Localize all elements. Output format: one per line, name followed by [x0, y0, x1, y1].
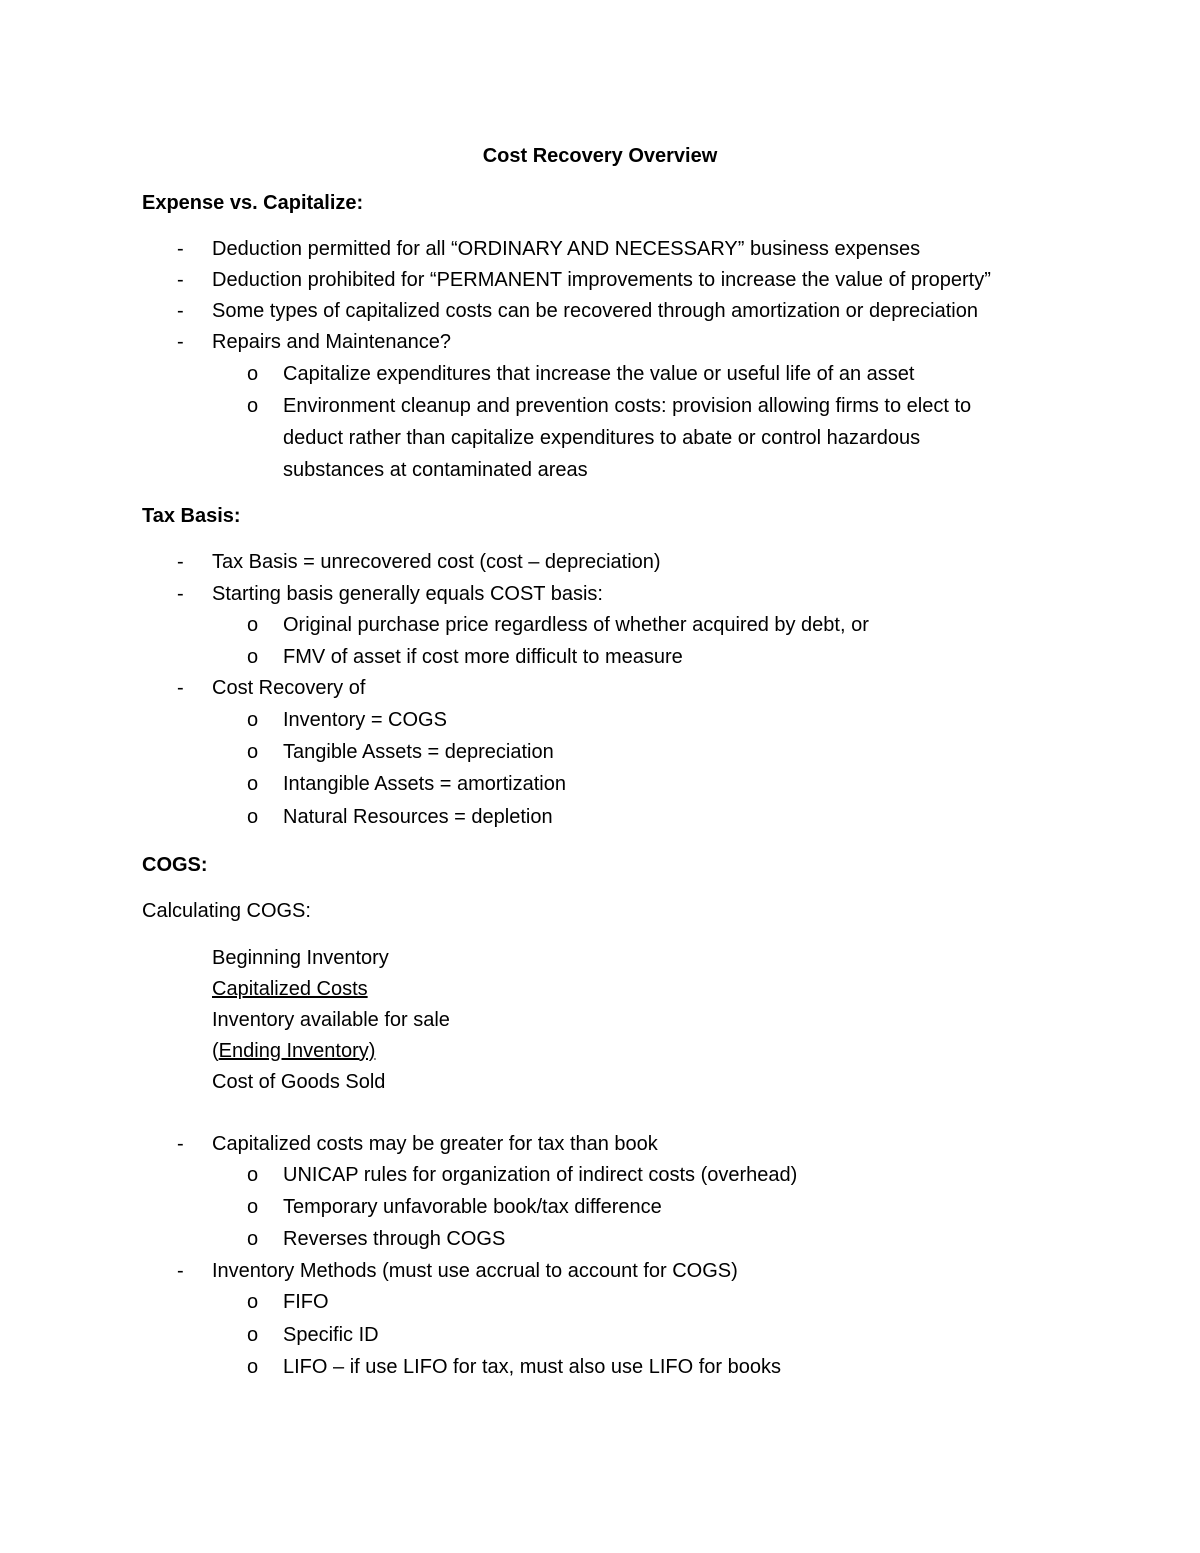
ending-inventory-paren: ( — [212, 1040, 219, 1062]
bullet-marker: o — [247, 1356, 259, 1378]
sub-list-item: UNICAP rules for organization of indirect costs (overhead) — [283, 1164, 798, 1186]
sub-list-item: Intangible Assets = amortization — [283, 773, 566, 795]
calc-line-ending-inventory — [212, 1039, 375, 1063]
sub-list-item: Specific ID — [283, 1324, 379, 1346]
list-item: Deduction prohibited for “PERMANENT improvements to increase the value of property” — [212, 269, 991, 291]
sub-list-item-continuation: deduct rather than capitalize expenditures to abate or control hazardous — [283, 427, 921, 449]
dash-marker: - — [177, 269, 184, 291]
sub-list-item: Capitalize expenditures that increase the value or useful life of an asset — [283, 363, 915, 385]
sub-list-item-continuation: substances at contaminated areas — [283, 459, 588, 481]
list-item: Inventory Methods (must use accrual to account for COGS) — [212, 1260, 738, 1282]
dash-marker: - — [177, 1133, 184, 1155]
dash-marker: - — [177, 331, 184, 353]
calc-line-capitalized-costs: Capitalized Costs — [212, 978, 368, 1000]
sub-list-item: Temporary unfavorable book/tax difference — [283, 1196, 662, 1218]
sub-list-item: Natural Resources = depletion — [283, 806, 553, 828]
ending-inventory-text: Ending Inventory) — [218, 1040, 376, 1062]
bullet-marker: o — [247, 709, 259, 731]
list-item: Some types of capitalized costs can be recovered through amortization or depreciation — [212, 300, 978, 322]
bullet-marker: o — [247, 395, 259, 417]
bullet-marker: o — [247, 1164, 259, 1186]
sub-list-item: Tangible Assets = depreciation — [283, 741, 554, 763]
list-item: Repairs and Maintenance? — [212, 331, 452, 353]
dash-marker: - — [177, 677, 184, 699]
bullet-marker: o — [247, 646, 259, 668]
list-item: Tax Basis = unrecovered cost (cost – depreciation) — [212, 551, 661, 573]
list-item: Deduction permitted for all “ORDINARY AND NECESSARY” business expenses — [212, 238, 921, 260]
sub-list-item: Environment cleanup and prevention costs: provision allowing firms to elect to — [283, 395, 972, 417]
bullet-marker: o — [247, 773, 259, 795]
sub-list-item: Reverses through COGS — [283, 1228, 506, 1250]
dash-marker: - — [177, 1260, 184, 1282]
page-title: Cost Recovery Overview — [482, 145, 718, 167]
list-item: Cost Recovery of — [212, 677, 366, 699]
dash-marker: - — [177, 238, 184, 260]
bullet-marker: o — [247, 741, 259, 763]
sub-list-item: FIFO — [283, 1291, 329, 1313]
list-item: Starting basis generally equals COST basis: — [212, 583, 603, 605]
sub-list-item: Inventory = COGS — [283, 709, 447, 731]
bullet-marker: o — [247, 1291, 259, 1313]
bullet-marker: o — [247, 1228, 259, 1250]
calc-line-inventory-available: Inventory available for sale — [212, 1009, 450, 1031]
list-item: Capitalized costs may be greater for tax than book — [212, 1133, 658, 1155]
bullet-marker: o — [247, 363, 259, 385]
dash-marker: - — [177, 300, 184, 322]
calc-line-cogs: Cost of Goods Sold — [212, 1071, 386, 1093]
calc-line-beginning-inventory: Beginning Inventory — [212, 947, 389, 969]
sub-list-item: LIFO – if use LIFO for tax, must also use LIFO for books — [283, 1356, 781, 1378]
calculating-cogs-label: Calculating COGS: — [142, 900, 311, 922]
bullet-marker: o — [247, 806, 259, 828]
section-heading-expense: Expense vs. Capitalize: — [142, 192, 364, 214]
dash-marker: - — [177, 583, 184, 605]
sub-list-item: FMV of asset if cost more difficult to measure — [283, 646, 683, 668]
sub-list-item: Original purchase price regardless of whether acquired by debt, or — [283, 614, 869, 636]
section-heading-tax-basis: Tax Basis: — [142, 505, 241, 527]
bullet-marker: o — [247, 1324, 259, 1346]
dash-marker: - — [177, 551, 184, 573]
section-heading-cogs: COGS: — [142, 854, 208, 876]
bullet-marker: o — [247, 1196, 259, 1218]
bullet-marker: o — [247, 614, 259, 636]
